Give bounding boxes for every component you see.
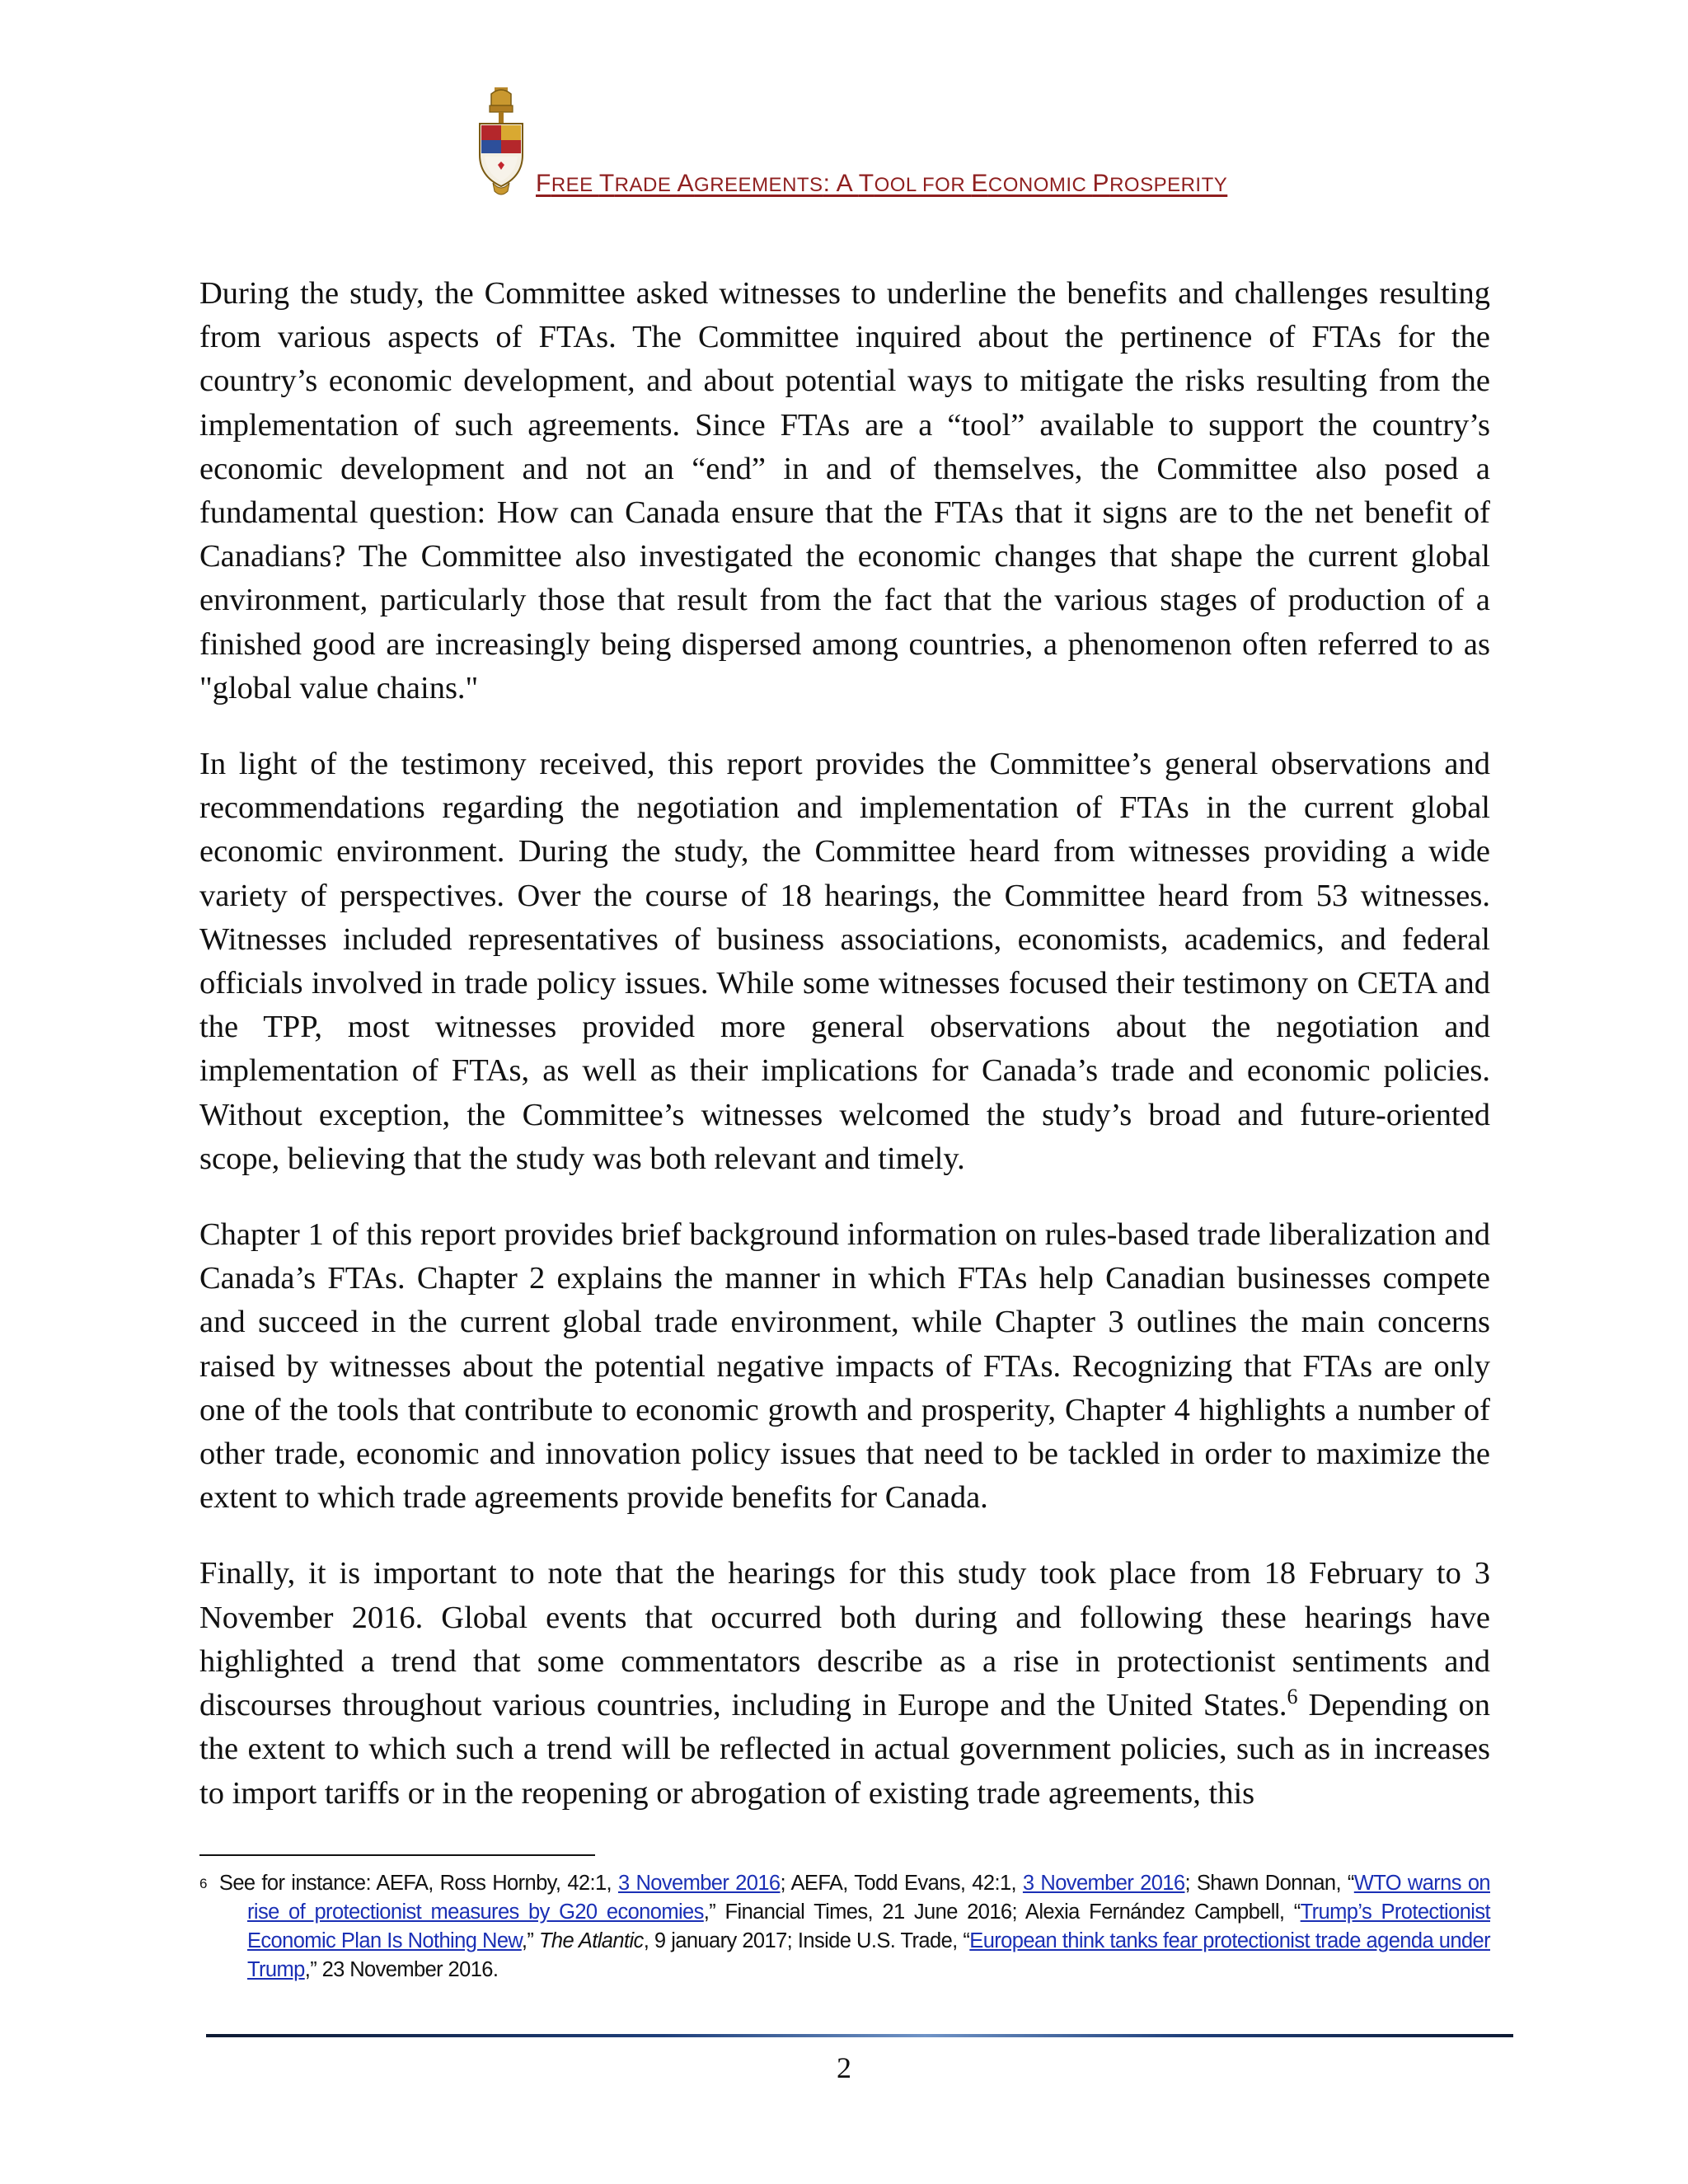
house-of-commons-crest-icon bbox=[475, 86, 528, 201]
publication-name: The Atlantic bbox=[538, 1929, 644, 1952]
paragraph-text: Depending on the extent to which such a trend will be reflected in actual government policies, such as in increases to import tariffs or in the reopening or abrogation of existing trade agreements, this bbox=[199, 1688, 1490, 1811]
footnote-reference[interactable]: 6 bbox=[1287, 1685, 1298, 1709]
title-small-caps: GREEMENTS bbox=[694, 174, 823, 196]
body-paragraph: In light of the testimony received, this report provides the Committee’s general observations and recommendations regarding the negotiation and implementation of FTAs in the current global economic environment. During the study, the Committee heard from witnesses providing a wide variety of perspectives. Over the course of 18 hearings, the Committee heard from 53 witnesses. Witnesses included representatives of business associations, economists, academics, and federal officials involved in trade policy issues. While some witnesses focused their testimony on CETA and the TPP, most witnesses provided more general observations about the negotiation and implementation of FTAs, as well as their implications for Canada’s trade and economic policies. Without exception, the Committee’s witnesses welcomed the study’s broad and future-oriented scope, believing that the study was both relevant and timely. bbox=[199, 747, 1490, 1176]
footnote-link[interactable]: 3 November 2016 bbox=[1022, 1872, 1185, 1895]
page-number: 2 bbox=[837, 2051, 851, 2084]
paragraph-text: Finally, it is important to note that the hearings for this study took place from 18 February to 3 November 2016. Global events that occurred both during and following these hearings have highlighted a trend that some commentators describe as a rise in protectionist sentiments and discourses throughout various countries, including in Europe and the United States. bbox=[199, 1556, 1490, 1723]
title-capital: : A bbox=[823, 170, 859, 197]
footnote-text: ,” 23 November 2016. bbox=[304, 1958, 499, 1981]
body-paragraph: During the study, the Committee asked witnesses to underline the benefits and challenges resulting from various aspects of FTAs. The Committee inquired about the pertinence of FTAs for the country’s economic development, and about potential ways to mitigate the risks resulting from the implementation of such agreements. Since FTAs are a “tool” available to support the country’s economic development and not an “end” in and of themselves, the Committee also posed a fundamental question: How can Canada ensure that the FTAs that it signs are to the net benefit of Canadians? The Committee also investigated the economic changes that shape the current global environment, particularly those that result from the fact that the various stages of production of a finished good are increasingly being dispersed among countries, a phenomenon often referred to as "global value chains." bbox=[199, 276, 1490, 705]
footnote-text: ,” bbox=[521, 1929, 539, 1952]
body-paragraph-final bbox=[199, 1552, 1490, 1815]
footnote-text: ,” Financial Times, 21 June 2016; Alexia Fernández Campbell, “ bbox=[703, 1900, 1301, 1924]
footnote-text: ; AEFA, Todd Evans, 42:1, bbox=[780, 1872, 1023, 1895]
title-small-caps: RADE bbox=[614, 174, 678, 196]
title-capital: T bbox=[858, 170, 874, 197]
title-capital: A bbox=[677, 170, 695, 197]
footer-divider bbox=[206, 2034, 1513, 2037]
footnote-separator bbox=[199, 1854, 595, 1856]
title-capital: P bbox=[1092, 170, 1110, 197]
footnote-link[interactable]: European think tanks fear protectionist trade agenda under Trump bbox=[247, 1929, 1490, 1981]
footnote-link[interactable]: 3 November 2016 bbox=[617, 1872, 781, 1895]
document-running-title bbox=[536, 170, 1227, 198]
title-capital: F bbox=[536, 170, 551, 197]
page-header bbox=[0, 0, 1688, 214]
footnote-number: 6 bbox=[199, 1876, 207, 1891]
main-content bbox=[199, 272, 1490, 1848]
title-small-caps: ROSPERITY bbox=[1109, 174, 1228, 196]
title-small-caps: CONOMIC bbox=[987, 174, 1093, 196]
title-small-caps: OOL FOR bbox=[874, 174, 972, 196]
title-small-caps: REE bbox=[551, 174, 599, 196]
footnote-link[interactable]: WTO warns on rise of protectionist measures by G20 economies bbox=[247, 1872, 1490, 1924]
footnote-text: See for instance: AEFA, Ross Hornby, 42:1, bbox=[218, 1872, 618, 1895]
title-capital: T bbox=[598, 170, 615, 197]
footnote-text: , 9 january 2017; Inside U.S. Trade, “ bbox=[643, 1929, 970, 1952]
footnote-link[interactable]: Trump’s Protectionist Economic Plan Is Nothing New bbox=[247, 1900, 1490, 1952]
title-capital: E bbox=[971, 170, 988, 197]
body-paragraph: Chapter 1 of this report provides brief background information on rules-based trade liberalization and Canada’s FTAs. Chapter 2 explains the manner in which FTAs help Canadian businesses compete and succeed in the current global trade environment, while Chapter 3 outlines the main concerns raised by witnesses about the potential negative impacts of FTAs. Recognizing that FTAs are only one of the tools that contribute to economic growth and prosperity, Chapter 4 highlights a number of other trade, economic and innovation policy issues that need to be tackled in order to maximize the extent to which trade agreements provide benefits for Canada. bbox=[199, 1217, 1490, 1516]
footnote bbox=[199, 1869, 1490, 1985]
footnote-text: ; Shawn Donnan, “ bbox=[1184, 1872, 1354, 1895]
